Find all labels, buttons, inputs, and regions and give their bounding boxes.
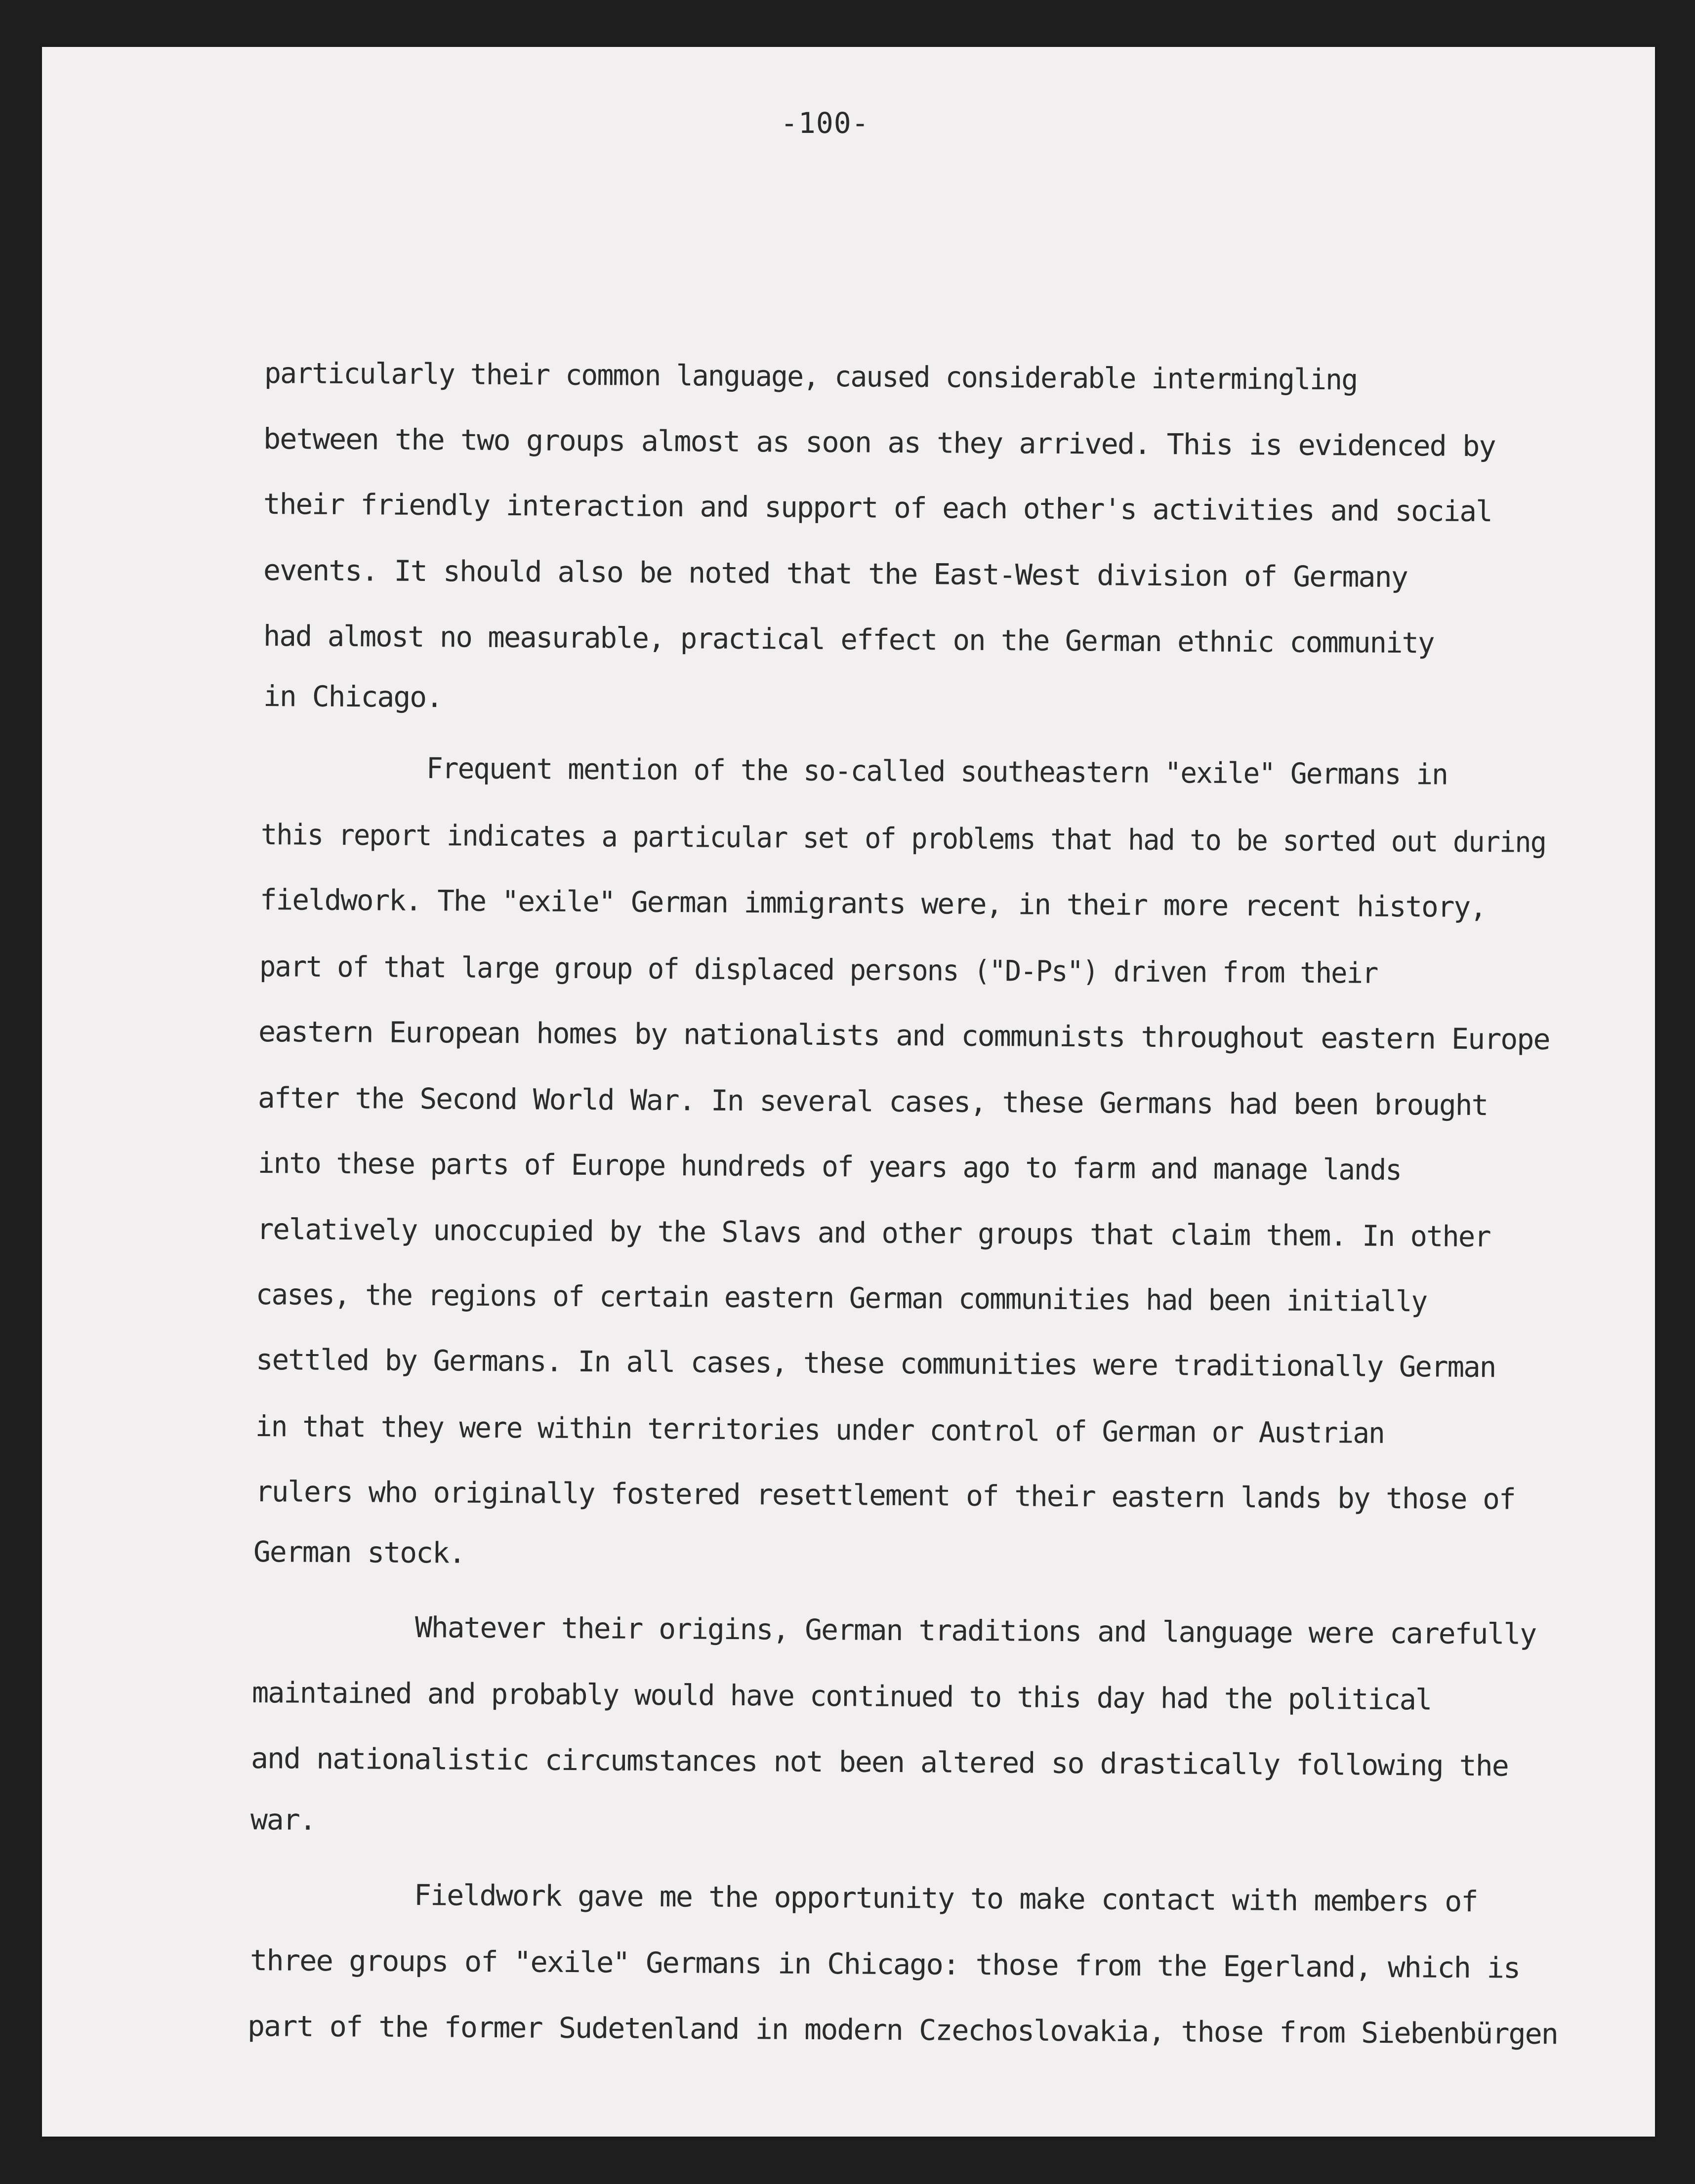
text-line: events. It should also be noted that the East-West division of Germany — [263, 553, 1408, 594]
text-line: German stock. — [253, 1535, 465, 1570]
page-number: -100- — [781, 106, 869, 140]
text-line: and nationalistic circumstances not been altered so drastically following the — [250, 1741, 1509, 1783]
text-line: part of the former Sudetenland in modern Czechoslovakia, those from Siebenbürgen — [247, 2009, 1558, 2051]
text-line: Frequent mention of the so-called southeastern "exile" Germans in — [426, 751, 1448, 791]
text-line: part of that large group of displaced persons ("D-Ps") driven from their — [259, 949, 1378, 990]
text-line: eastern European homes by nationalists and communists throughout eastern Europe — [258, 1015, 1550, 1056]
text-line: between the two groups almost as soon as they arrived. This is evidenced by — [263, 422, 1495, 463]
text-line: in Chicago. — [263, 679, 443, 714]
text-line: this report indicates a particular set of problems that had to be sorted out during — [260, 818, 1546, 859]
text-line: fieldwork. The "exile" German immigrants were, in their more recent history, — [259, 883, 1486, 924]
text-line: rulers who originally fostered resettlement of their eastern lands by those of — [255, 1475, 1515, 1516]
text-line: Whatever their origins, German traditions and language were carefully — [414, 1610, 1536, 1651]
text-line: particularly their common language, caused considerable intermingling — [264, 356, 1358, 397]
text-line: into these parts of Europe hundreds of years ago to farm and manage lands — [257, 1146, 1402, 1187]
text-line: settled by Germans. In all cases, these communities were traditionally German — [255, 1343, 1496, 1384]
text-line: maintained and probably would have continued to this day had the political — [251, 1676, 1432, 1717]
text-line: three groups of "exile" Germans in Chicago: those from the Egerland, which is — [249, 1943, 1520, 1985]
text-line: cases, the regions of certain eastern German communities had been initially — [255, 1277, 1427, 1319]
text-line: their friendly interaction and support of each other's activities and social — [263, 487, 1492, 529]
text-line: in that they were within territories under control of German or Austrian — [255, 1409, 1385, 1450]
text-line: had almost no measurable, practical effect on the German ethnic community — [263, 619, 1434, 660]
text-line: war. — [250, 1803, 316, 1837]
text-line: after the Second World War. In several cases, these Germans had been brought — [257, 1081, 1488, 1122]
text-line: Fieldwork gave me the opportunity to make contact with members of — [413, 1878, 1478, 1919]
text-line: relatively unoccupied by the Slavs and other groups that claim them. In other — [256, 1212, 1490, 1254]
